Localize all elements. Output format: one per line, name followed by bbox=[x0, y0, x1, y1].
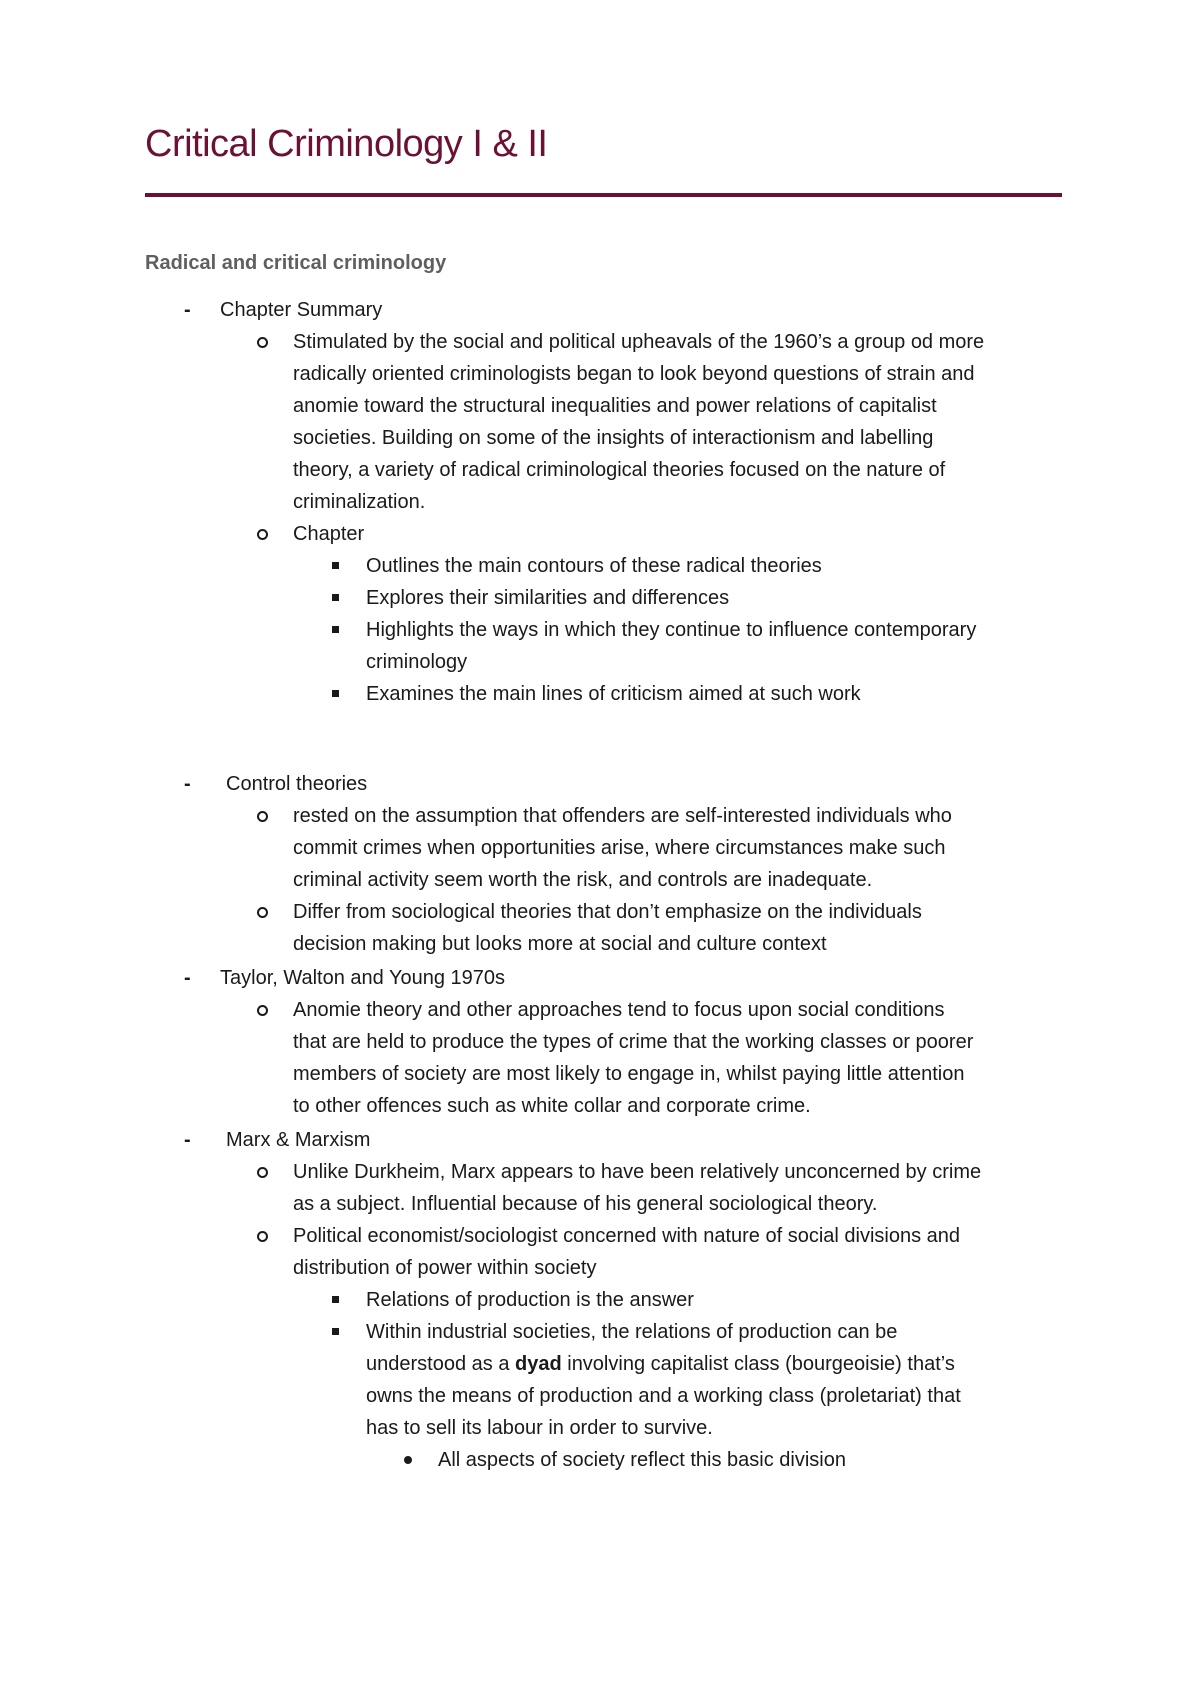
text-line: Outlines the main contours of these radical theories bbox=[366, 555, 822, 577]
circle-bullet-icon bbox=[257, 907, 268, 918]
text-line: Examines the main lines of criticism aimed at such work bbox=[366, 683, 861, 705]
square-bullet-icon bbox=[332, 1296, 339, 1303]
text-line: Political economist/sociologist concerned with nature of social divisions and bbox=[293, 1225, 961, 1247]
text-line: distribution of power within society bbox=[293, 1257, 597, 1279]
text-line: criminal activity seem worth the risk, and controls are inadequate. bbox=[293, 869, 873, 891]
text-line: has to sell its labour in order to survive. bbox=[366, 1417, 713, 1439]
text-line: Within industrial societies, the relations of production can be bbox=[366, 1321, 898, 1343]
list-heading: Taylor, Walton and Young 1970s bbox=[220, 967, 506, 989]
text-line: that are held to produce the types of crime that the working classes or poorer bbox=[293, 1031, 974, 1053]
text-line: anomie toward the structural inequalities and power relations of capitalist bbox=[293, 395, 937, 417]
text-line: Explores their similarities and differences bbox=[366, 587, 730, 609]
text-line: criminology bbox=[366, 651, 468, 673]
text-line: Unlike Durkheim, Marx appears to have been relatively unconcerned by crime bbox=[293, 1161, 982, 1183]
circle-bullet-icon bbox=[257, 811, 268, 822]
square-bullet-icon bbox=[332, 626, 339, 633]
text-line: members of society are most likely to engage in, whilst paying little attention bbox=[293, 1063, 965, 1085]
text-line bbox=[366, 1348, 955, 1380]
document-title: Critical Criminology I & II bbox=[145, 123, 548, 165]
text-line: radically oriented criminologists began to look beyond questions of strain and bbox=[293, 363, 975, 385]
text-line: Chapter bbox=[293, 523, 365, 545]
text-line: All aspects of society reflect this basic division bbox=[438, 1449, 846, 1471]
text-line: to other offences such as white collar and corporate crime. bbox=[293, 1095, 811, 1117]
text-line: as a subject. Influential because of his general sociological theory. bbox=[293, 1193, 878, 1215]
text-line: societies. Building on some of the insights of interactionism and labelling bbox=[293, 427, 934, 449]
section-subheading: Radical and critical criminology bbox=[145, 252, 447, 274]
text-line: theory, a variety of radical criminological theories focused on the nature of bbox=[293, 459, 946, 481]
text-segment: involving capitalist class (bourgeoisie) that’s bbox=[561, 1353, 955, 1375]
square-bullet-icon bbox=[332, 1328, 339, 1335]
dash-bullet-icon: - bbox=[184, 1129, 191, 1151]
circle-bullet-icon bbox=[257, 1167, 268, 1178]
square-bullet-icon bbox=[332, 562, 339, 569]
circle-bullet-icon bbox=[257, 529, 268, 540]
bold-term-dyad: dyad bbox=[515, 1353, 562, 1375]
text-line: Stimulated by the social and political upheavals of the 1960’s a group od more bbox=[293, 331, 985, 353]
dash-bullet-icon: - bbox=[184, 299, 191, 321]
dot-bullet-icon bbox=[404, 1456, 412, 1464]
dash-bullet-icon: - bbox=[184, 967, 191, 989]
circle-bullet-icon bbox=[257, 1005, 268, 1016]
text-line: rested on the assumption that offenders are self-interested individuals who bbox=[293, 805, 952, 827]
list-heading: Marx & Marxism bbox=[226, 1129, 371, 1151]
text-line: Highlights the ways in which they continue to influence contemporary bbox=[366, 619, 977, 641]
text-line: commit crimes when opportunities arise, where circumstances make such bbox=[293, 837, 946, 859]
square-bullet-icon bbox=[332, 594, 339, 601]
square-bullet-icon bbox=[332, 690, 339, 697]
list-heading: Chapter Summary bbox=[220, 299, 383, 321]
text-segment: understood as a bbox=[366, 1353, 515, 1375]
circle-bullet-icon bbox=[257, 1231, 268, 1242]
title-underline bbox=[145, 193, 1062, 197]
dash-bullet-icon: - bbox=[184, 773, 191, 795]
text-line: criminalization. bbox=[293, 491, 426, 513]
text-line: Differ from sociological theories that don’t emphasize on the individuals bbox=[293, 901, 922, 923]
text-line: decision making but looks more at social and culture context bbox=[293, 933, 827, 955]
text-line: owns the means of production and a working class (proletariat) that bbox=[366, 1385, 961, 1407]
text-line: Relations of production is the answer bbox=[366, 1289, 694, 1311]
circle-bullet-icon bbox=[257, 337, 268, 348]
list-heading: Control theories bbox=[226, 773, 368, 795]
text-line: Anomie theory and other approaches tend to focus upon social conditions bbox=[293, 999, 945, 1021]
